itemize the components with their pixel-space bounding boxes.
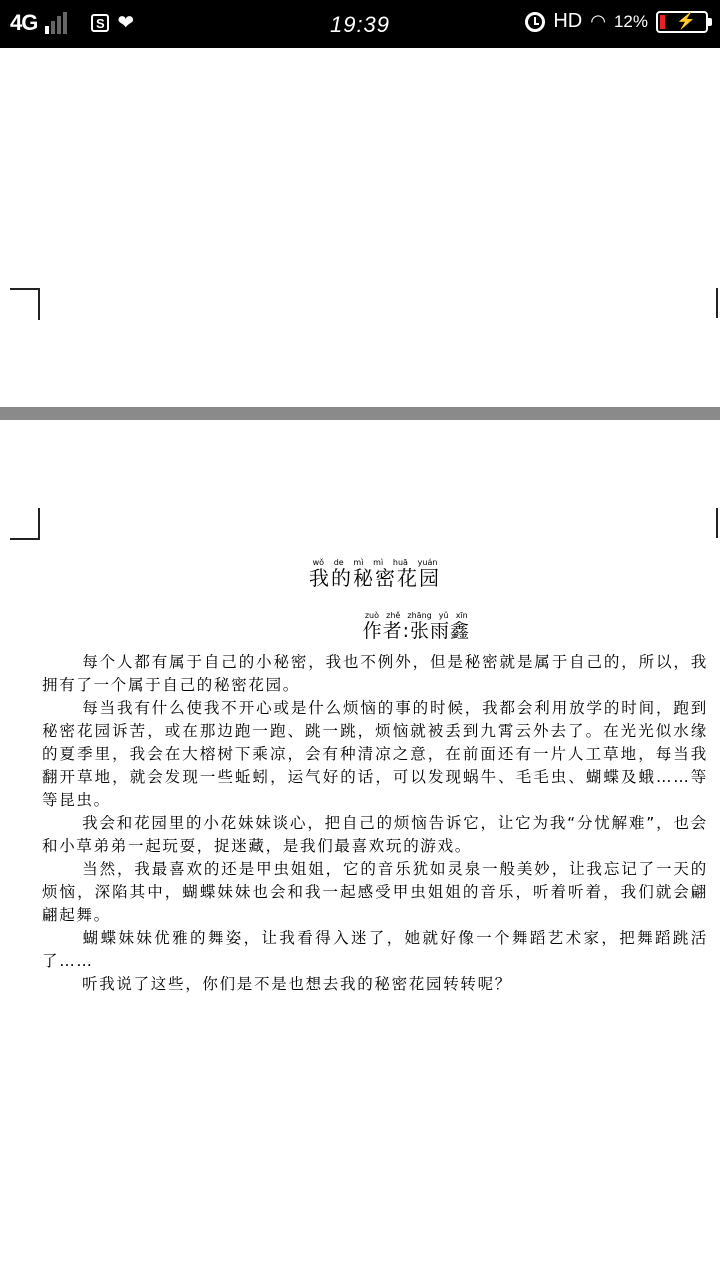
document-body xyxy=(42,651,708,996)
battery-percent: 12% xyxy=(613,11,648,31)
paragraph: 我会和花园里的小花妹妹谈心，把自己的烦恼告诉它，让它为我“分忧解难”，也会和小草弟弟一起玩耍，捉迷藏，是我们最喜欢玩的游戏。 xyxy=(42,814,708,855)
crop-mark-left xyxy=(10,288,40,320)
app-notification-icon: S xyxy=(91,14,109,32)
battery-fill xyxy=(660,15,665,29)
paragraph: 每当我有什么使我不开心或是什么烦恼的事的时候，我都会利用放学的时间，跑到秘密花园诉苦，或在那边跑一跑、跳一跳，烦恼就被丢到九霄云外去了。在光光似水缘的夏季里，我会在大榕树下乘凉，会有种清凉之意，在前面还有一片人工草地，每当我翻开草地，就会发现一些蚯蚓，运气好的话，可以发现蜗牛、毛毛虫、蝴蝶及蛾……等等昆虫。 xyxy=(42,699,708,809)
clock: 19:39 xyxy=(329,12,391,37)
charging-icon: ⚡ xyxy=(676,12,696,30)
battery-icon xyxy=(656,11,708,33)
crop-mark-right xyxy=(716,288,720,318)
paragraph: 蝴蝶妹妹优雅的舞姿，让我看得入迷了，她就好像一个舞蹈艺术家，把舞蹈跳活了…… xyxy=(42,929,708,970)
paragraph: 当然，我最喜欢的还是甲虫姐姐，它的音乐犹如灵泉一般美妙，让我忘记了一天的烦恼，深陷其中，蝴蝶妹妹也会和我一起感受甲虫姐姐的音乐，听着听着，我们就会翩翩起舞。 xyxy=(42,860,708,924)
document-page xyxy=(42,548,708,996)
crop-mark-right xyxy=(716,508,720,538)
page-divider xyxy=(0,407,720,420)
alarm-icon xyxy=(525,12,545,32)
hd-indicator: HD xyxy=(553,10,583,32)
status-right xyxy=(525,10,708,33)
wifi-icon: ◠ xyxy=(590,11,606,31)
network-type: 4G xyxy=(10,10,38,35)
document-author: 作者:张雨鑫zuò zhě zhāng yǔ xīn xyxy=(362,611,470,642)
title-text: 我的秘密花园 xyxy=(309,566,441,590)
vee-notification-icon: ❤ xyxy=(117,12,135,34)
document-title: 我的秘密花园wǒ de mì mì huā yuán xyxy=(309,558,441,590)
crop-mark-left xyxy=(10,508,40,540)
status-bar xyxy=(0,0,720,48)
author-text: 作者:张雨鑫 xyxy=(362,620,470,642)
paragraph: 每个人都有属于自己的小秘密，我也不例外，但是秘密就是属于自己的，所以，我拥有了一个属于自己的秘密花园。 xyxy=(42,653,708,694)
paragraph: 听我说了这些，你们是不是也想去我的秘密花园转转呢？ xyxy=(82,975,513,993)
